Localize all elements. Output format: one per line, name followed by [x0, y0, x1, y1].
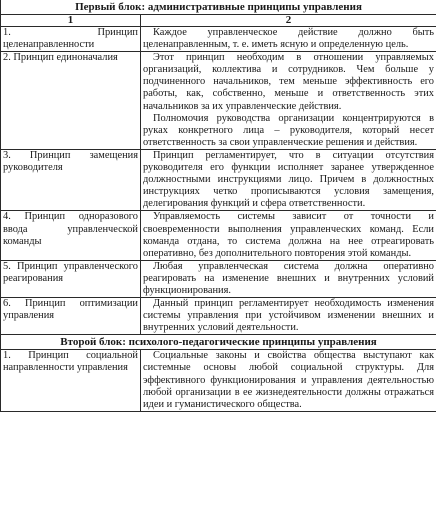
description-paragraph: Полномочия руководства организации концентрируются в руках конкретного лица – руководителя, который несет ответственность за свои управленческие решения и действия.: [143, 112, 434, 148]
principle-description: [141, 260, 436, 297]
description-paragraph: Любая управленческая система должна оперативно реагировать на изменение внешних и внутренних условий функционирования.: [143, 260, 434, 296]
section-title: Первый блок: административные принципы управления: [1, 0, 436, 15]
description-paragraph: Данный принцип регламентирует необходимость изменения системы управления при устойчивом изменении внешних и внутренних условий деятельности.: [143, 298, 434, 334]
principle-name: 3. Принцип замещения руководителя: [1, 149, 141, 210]
section-title: Второй блок: психолого-педагогические принципы управления: [1, 335, 436, 350]
table-row: [1, 27, 436, 52]
table-row: [1, 52, 436, 150]
column-number: 2: [141, 15, 436, 27]
principle-name: 4. Принцип одноразового ввода управленческой команды: [1, 211, 141, 260]
section-header-row: [1, 335, 436, 350]
principle-name: 5. Принцип управленческого реагирования: [1, 260, 141, 297]
section-header-row: [1, 0, 436, 15]
principle-name: 1. Принцип целенаправленности: [1, 27, 141, 52]
table-row: [1, 260, 436, 297]
description-paragraph: Принцип регламентирует, что в ситуации отсутствия руководителя его функции исполняет заранее утвержденное должностными инструкциями лицо. Причем в должностных инструкциях четко прописываются условия замещения, делегирования функций и сфера ответственности.: [143, 149, 434, 210]
table-row: [1, 350, 436, 411]
principle-name: 2. Принцип единоначалия: [1, 52, 141, 150]
principle-name: 1. Принцип социальной направленности управления: [1, 350, 141, 411]
description-paragraph: Управляемость системы зависит от точности и своевременности выполнения управленческих команд. Если команда отдана, то система должна на нее отреагировать оперативно, без дополнительного повторения этой команды.: [143, 211, 434, 259]
description-paragraph: Этот принцип необходим в отношении управляемых организаций, коллектива и сотрудников. Чем больше у подчиненного начальников, тем меньше эффективность его работы, как, собственно, меньше и ответственность этих начальников за их управленческие действия.: [143, 52, 434, 112]
column-number-row: [1, 15, 436, 27]
table-row: [1, 149, 436, 210]
principle-description: [141, 298, 436, 335]
description-paragraph: Социальные законы и свойства общества выступают как системные основы любой социальной структуры. Для эффективного функционирования и управления деятельностью любой организации в ее жизнедеятельности должны отражаться идеи и гуманистического общества.: [143, 350, 434, 410]
description-paragraph: Каждое управленческое действие должно быть целенаправленным, т. е. иметь ясную и определенную цель.: [143, 27, 434, 51]
table-row: [1, 298, 436, 335]
principle-name: 6. Принцип оптимизации управления: [1, 298, 141, 335]
column-number: 1: [1, 15, 141, 27]
table-row: [1, 211, 436, 260]
principle-description: [141, 350, 436, 411]
principle-description: [141, 52, 436, 150]
principle-description: [141, 149, 436, 210]
principle-description: [141, 27, 436, 52]
principle-description: [141, 211, 436, 260]
